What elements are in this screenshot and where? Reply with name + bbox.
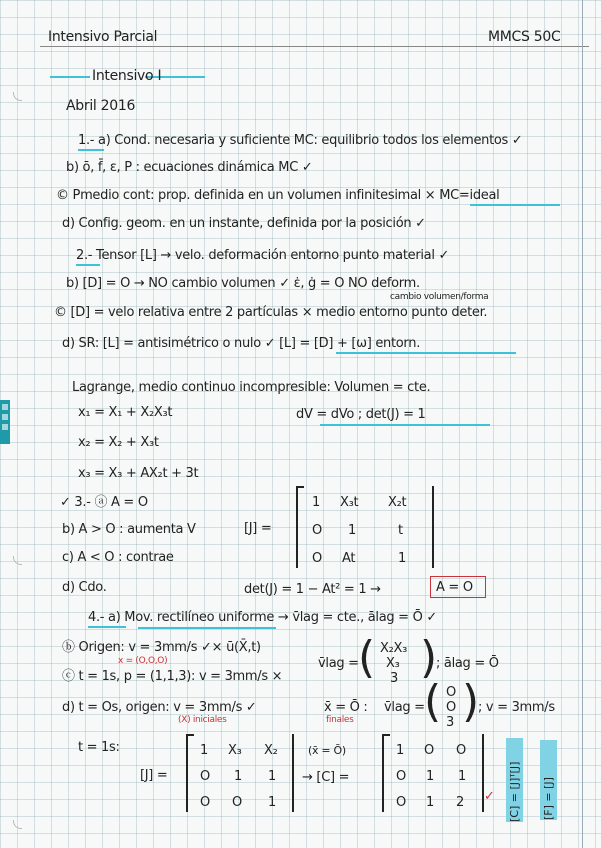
eq-x1: x₁ = X₁ + X₂X₃t [78,405,173,420]
q1-c: © Pmedio cont: prop. definida en un volumen infinitesimal × MC=ideal [56,188,500,203]
q4-a: 4.- a) Mov. rectilíneo uniforme → v̄lag = cte., ālag = Ō ✓ [88,610,437,625]
punch-mark [13,820,22,829]
side-formula-1: [C] = [J]ᵀ[J] [506,738,523,822]
q4-number-underline [88,626,126,628]
c-label: → [C] = [302,770,350,785]
q4-d-mid: x̄ = Ō : [324,700,368,715]
j-cell: t [398,523,403,538]
j2-cell: 1 [200,743,208,758]
q3-d: d) Cdo. [62,580,107,595]
c-cell: 2 [456,795,464,810]
det-underline [320,424,490,426]
c-cell: O [396,795,406,810]
q1-d: d) Config. geom. en un instante, definida por la posición ✓ [62,216,426,231]
j2-cell: O [200,769,210,784]
q2-b: b) [D] = O → NO cambio volumen ✓ ε̇, ġ = O NO deform. [66,276,420,291]
q3-c: c) A < O : contrae [62,550,174,565]
c-cell: 1 [458,769,466,784]
section-title: Intensivo I [92,68,162,84]
binder-tab [0,400,10,444]
j2-cell: O [232,795,242,810]
paren-right: ) [420,632,438,683]
c-cell: O [424,743,434,758]
q4-d-sub: (X) iniciales [178,715,227,725]
side-formula-2: [F] = [J] [540,740,557,820]
j2-cell: O [200,795,210,810]
eq-x3: x₃ = X₃ + AX₂t + 3t [78,466,199,481]
d-vlag-label: v̄lag = [384,700,425,715]
j-cell: O [312,523,322,538]
j2-cell: X₂ [264,743,278,758]
arrow-note: (x̄ = Ō) [308,744,346,757]
header-left: Intensivo Parcial [48,29,158,45]
header-right: MMCS 50C [488,29,561,45]
q4-c: ⓒ t = 1s, p = (1,1,3): v = 3mm/s × [62,669,283,684]
lagrange-arrow: dV = dVo ; det(J) = 1 [296,407,426,422]
d-vec-cell: 3 [446,715,454,730]
q4-b: ⓑ Origen: v = 3mm/s ✓× ū(X̄,t) [62,640,261,655]
d-vec-cell: O [446,700,456,715]
title-highlight [50,76,90,78]
d-end: ; v = 3mm/s [478,700,555,715]
mru-underline [138,627,276,629]
j-cell: 1 [312,495,320,510]
d-vec-cell: O [446,685,456,700]
j-cell: X₃t [340,495,359,510]
q3-b: b) A > O : aumenta V [62,522,196,537]
eq-x2: x₂ = X₂ + X₃t [78,435,159,450]
vlag-cell: X₂X₃ [380,641,408,656]
j2-cell: 1 [268,795,276,810]
j2-cell: X₃ [228,743,242,758]
q2-number-underline [76,264,100,266]
q4-b-note: x = (O,O,O) [118,656,168,666]
q2-c: © [D] = velo relativa entre 2 partículas × medio entorno punto deter. [54,305,488,320]
vlag-label: v̄lag = [318,656,359,671]
det-answer: A = O [436,580,473,595]
j-cell: At [342,551,356,566]
c-cell: 1 [396,743,404,758]
j-cell: 1 [398,551,406,566]
q2-note: cambio volumen/forma [390,292,489,302]
check-mark: ✓ [484,789,495,804]
vlag-cell: X₃ [386,656,400,671]
date: Abril 2016 [66,98,136,114]
j2-cell: 1 [234,769,242,784]
lagrange-text: Lagrange, medio continuo incompresible: Volumen = cte. [72,380,431,395]
punch-mark [13,92,22,101]
vlag-cell: 3 [390,671,398,686]
t1-label: t = 1s: [78,740,120,755]
q4-d: d) t = Os, origen: v = 3mm/s ✓ [62,700,257,715]
det-eq: det(J) = 1 − At² = 1 → [244,582,381,597]
c-cell: 1 [426,769,434,784]
alag: ; ālag = Ō [436,656,499,671]
paren-left: ( [358,632,376,683]
q2-d: d) SR: [L] = antisimétrico o nulo ✓ [L] = [D] + [ω] entorn. [62,336,421,351]
paren-left: ( [424,676,442,727]
q1-a: 1.- a) Cond. necesaria y suficiente MC: equilibrio todos los elementos ✓ [78,133,523,148]
c-cell: O [456,743,466,758]
c-cell: 1 [426,795,434,810]
q3-a: ✓ 3.- ⓐ A = O [60,495,148,510]
margin-line [582,0,583,848]
j-cell: 1 [348,523,356,538]
q1-number-underline [78,149,104,151]
ideal-underline [470,204,560,206]
q4-d-mid-sub: finales [326,715,354,725]
j-cell: X₂t [388,495,407,510]
j-label: [J] = [244,521,272,536]
c-cell: O [396,769,406,784]
j2-cell: 1 [268,769,276,784]
punch-mark [13,556,22,565]
j2-label: [J] = [140,768,168,783]
j-cell: O [312,551,322,566]
header-rule [40,46,589,47]
formula-underline [336,352,516,354]
paren-right: ) [462,676,480,727]
q1-b: b) ō, f̄, ε, P : ecuaciones dinámica MC ✓ [66,160,313,175]
q2-a: 2.- Tensor [L] → velo. deformación entorno punto material ✓ [76,248,450,263]
